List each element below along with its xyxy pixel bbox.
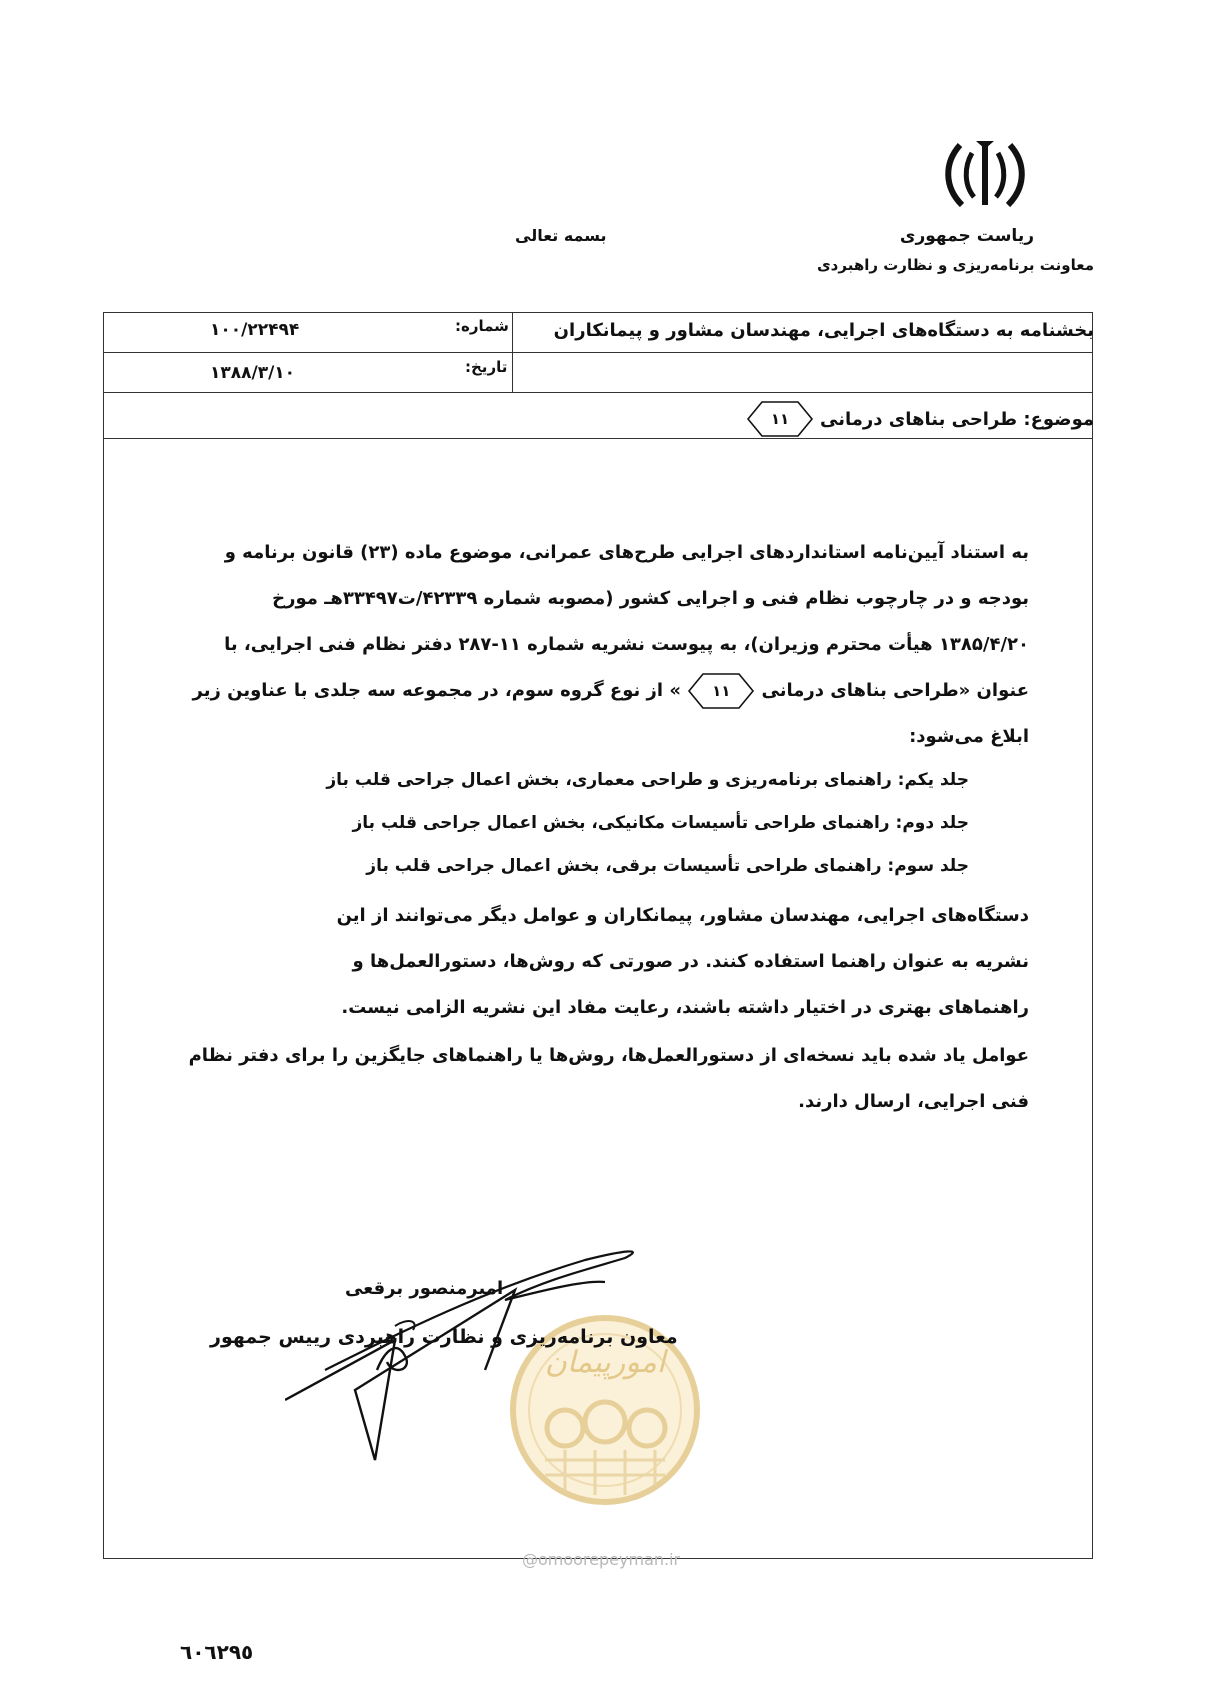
paragraph-feedback xyxy=(188,1033,1029,1125)
title-text: عنوان «طراحی بناهای درمانی xyxy=(761,680,1029,701)
signatory-title: معاون برنامه‌ریزی و نظارت راهبردی رییس جمهور xyxy=(210,1326,678,1348)
paragraph-line: فنی اجرایی، ارسال دارند. xyxy=(798,1091,1029,1112)
watermark-text: @omoorepeyman.ir xyxy=(522,1550,681,1569)
volume-2-item: جلد دوم: راهنمای طراحی تأسیسات مکانیکی، بخش اعمال جراحی قلب باز xyxy=(352,813,969,833)
paragraph-line: نشریه به عنوان راهنما استفاده کنند. در صورتی که روش‌ها، دستورالعمل‌ها و xyxy=(352,951,1029,972)
table-divider xyxy=(512,312,513,392)
paragraph-line: راهنماهای بهتری در اختیار داشته باشند، رعایت مفاد این نشریه الزامی نیست. xyxy=(341,997,1029,1018)
paragraph-line: به استناد آیین‌نامه استانداردهای اجرایی طرح‌های عمرانی، موضوع ماده (۲۳) قانون برنامه و xyxy=(224,542,1029,563)
paragraph-line: دستگاه‌های اجرایی، مهندسان مشاور، پیمانکاران و عوامل دیگر می‌توانند از این xyxy=(336,905,1029,926)
table-divider xyxy=(103,438,1093,439)
paragraph-intro xyxy=(194,530,1029,760)
signatory-name: امیرمنصور برقعی xyxy=(345,1278,504,1299)
subject-label: موضوع: طراحی بناهای درمانی xyxy=(820,408,1094,430)
paragraph-usage xyxy=(194,893,1029,1031)
table-divider xyxy=(103,392,1093,393)
number-value: ۱۰۰/۲۲۴۹۴ xyxy=(210,320,300,340)
paragraph-line: ابلاغ می‌شود: xyxy=(909,726,1029,747)
addressee-line: بخشنامه به دستگاه‌های اجرایی، مهندسان مشاور و پیمانکاران xyxy=(553,320,1094,341)
title-rest-text: » از نوع گروه سوم، در مجموعه سه جلدی با عناوین زیر xyxy=(192,680,681,701)
iran-emblem-icon xyxy=(940,135,1030,215)
bismillah-heading: بسمه تعالی xyxy=(515,226,607,245)
subject-badge-text: ۱۱ xyxy=(770,410,790,428)
paragraph-line: عوامل یاد شده باید نسخه‌ای از دستورالعمل‌ها، روش‌ها یا راهنماهای جایگزین را برای دفتر نظام xyxy=(188,1045,1029,1066)
publication-badge xyxy=(687,672,755,710)
paragraph-line: بودجه و در چارچوب نظام فنی و اجرایی کشور (مصوبه شماره ۴۲۳۳۹/ت۳۳۴۹۷هـ مورخ xyxy=(272,588,1029,609)
volume-1-item: جلد یکم: راهنمای برنامه‌ریزی و طراحی معماری، بخش اعمال جراحی قلب باز xyxy=(326,770,969,790)
date-label: تاریخ: xyxy=(465,358,508,376)
number-label: شماره: xyxy=(455,317,509,335)
subject-badge xyxy=(746,400,814,438)
organization-title: ریاست جمهوری xyxy=(899,226,1034,246)
subject-line xyxy=(746,400,1094,438)
publication-badge-text: ۱۱ xyxy=(712,682,731,700)
handwritten-signature xyxy=(285,1230,705,1480)
volume-3-item: جلد سوم: راهنمای طراحی تأسیسات برقی، بخش اعمال جراحی قلب باز xyxy=(366,856,969,876)
date-value: ۱۳۸۸/۳/۱۰ xyxy=(210,363,296,383)
organization-subtitle: معاونت برنامه‌ریزی و نظارت راهبردی xyxy=(816,256,1094,274)
paragraph-line xyxy=(194,668,1029,714)
table-divider xyxy=(103,352,1093,353)
paragraph-line: ۱۳۸۵/۴/۲۰ هیأت محترم وزیران)، به پیوست نشریه شماره ۱۱-۲۸۷ دفتر نظام فنی اجرایی، با xyxy=(224,634,1029,655)
document-number: ٦٠٦٢٩٥ xyxy=(180,1640,254,1664)
svg-text:امورپیمان: امورپیمان xyxy=(544,1345,666,1380)
